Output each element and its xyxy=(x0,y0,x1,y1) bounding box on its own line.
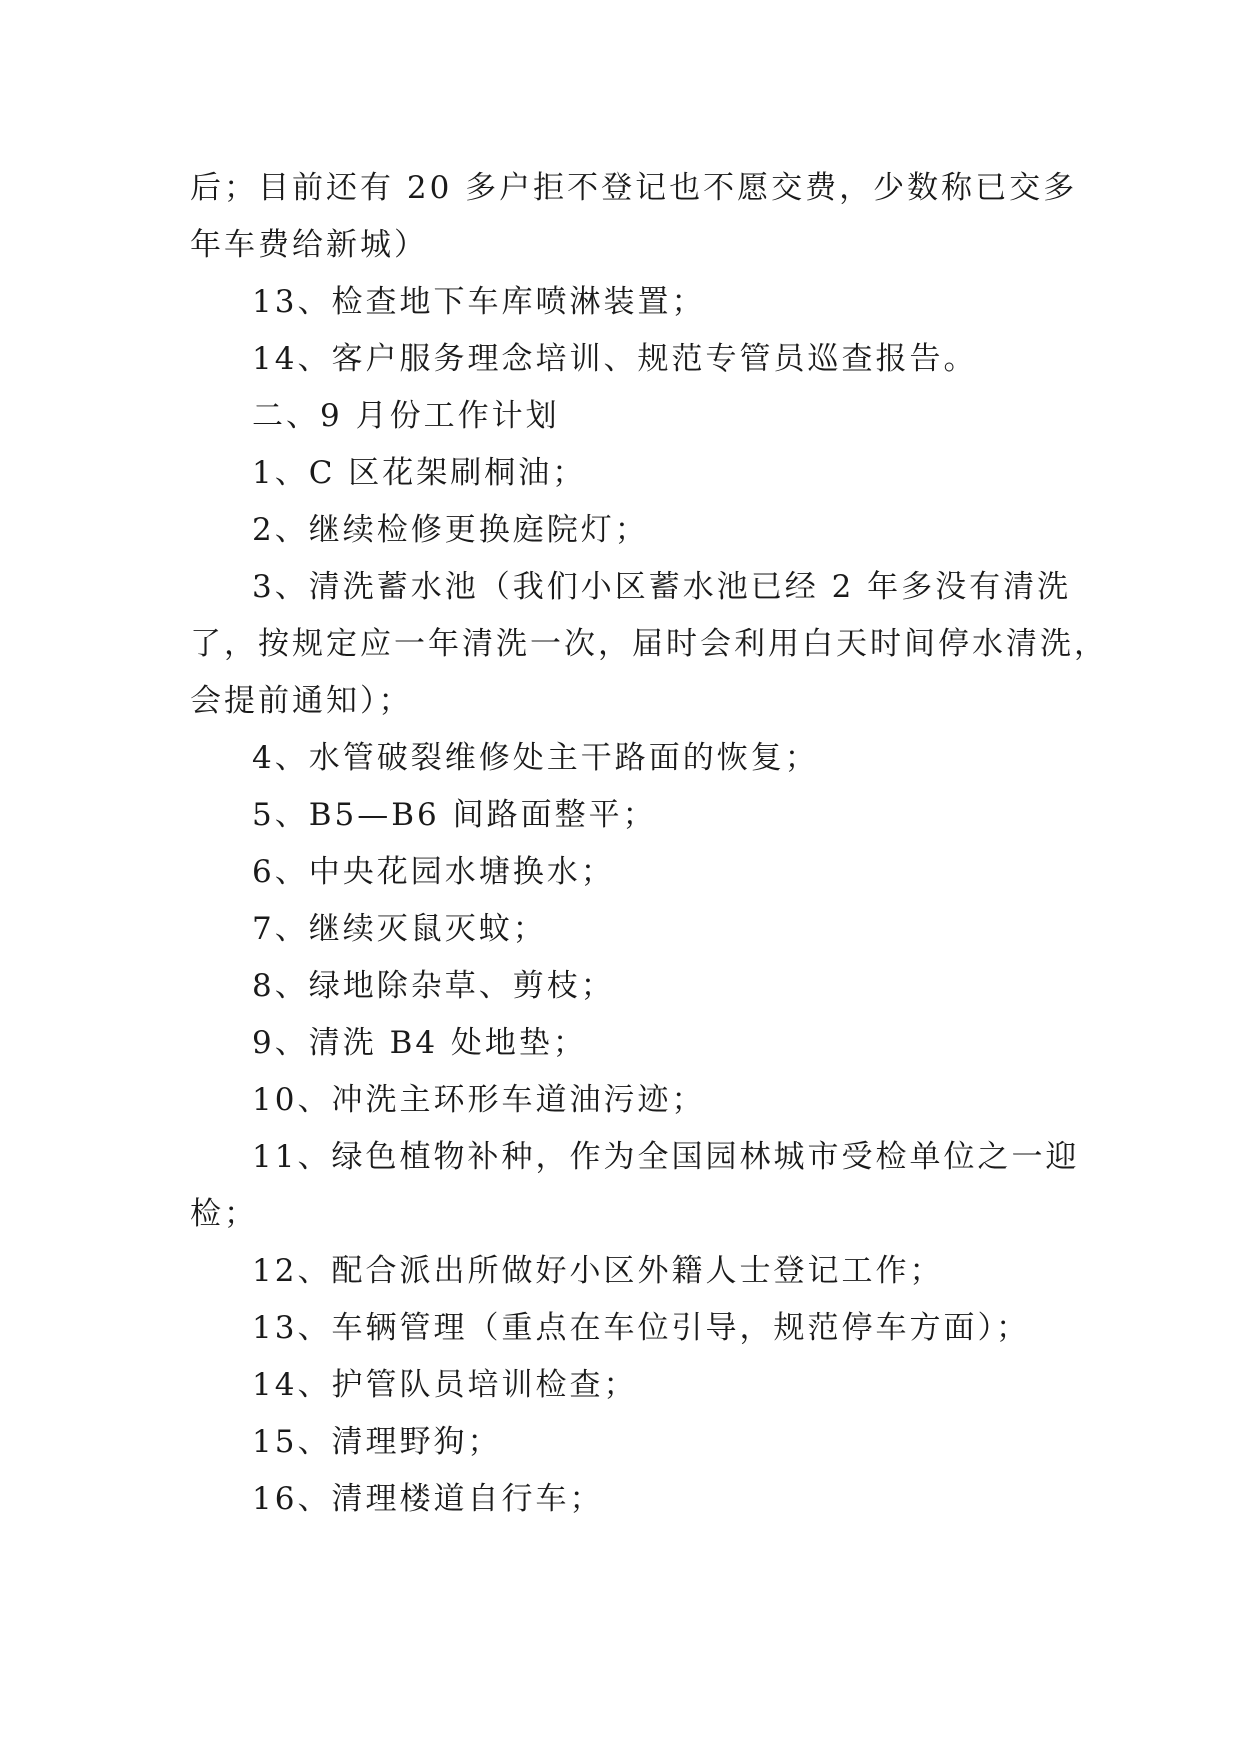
text-line: 二、9 月份工作计划 xyxy=(252,398,560,434)
text-line: 2、继续检修更换庭院灯； xyxy=(252,512,649,548)
text-line: 了，按规定应一年清洗一次，届时会利用白天时间停水清洗， xyxy=(190,626,1108,662)
text-line: 12、配合派出所做好小区外籍人士登记工作； xyxy=(252,1253,944,1289)
text-line: 15、清理野狗； xyxy=(252,1424,502,1460)
text-line: 1、C 区花架刷桐油； xyxy=(252,455,587,491)
text-line: 16、清理楼道自行车； xyxy=(252,1481,604,1517)
text-line: 7、继续灭鼠灭蚊； xyxy=(252,911,547,947)
text-line: 4、水管破裂维修处主干路面的恢复； xyxy=(252,740,819,776)
text-line: 检； xyxy=(190,1196,258,1232)
text-line: 13、检查地下车库喷淋装置； xyxy=(252,284,706,320)
text-line: 13、车辆管理（重点在车位引导，规范停车方面）； xyxy=(252,1310,1030,1346)
text-line: 3、清洗蓄水池（我们小区蓄水池已经 2 年多没有清洗 xyxy=(252,569,1072,605)
text-line: 14、客户服务理念培训、规范专管员巡查报告。 xyxy=(252,341,978,377)
text-line: 8、绿地除杂草、剪枝； xyxy=(252,968,615,1004)
text-line: 11、绿色植物补种，作为全国园林城市受检单位之一迎 xyxy=(252,1139,1080,1175)
text-line: 5、B5—B6 间路面整平； xyxy=(252,797,657,833)
text-line: 6、中央花园水塘换水； xyxy=(252,854,615,890)
text-line: 9、清洗 B4 处地垫； xyxy=(252,1025,587,1061)
document-body xyxy=(190,160,1108,1528)
text-line: 14、护管队员培训检查； xyxy=(252,1367,638,1403)
text-line: 会提前通知）； xyxy=(190,683,413,719)
text-line: 10、冲洗主环形车道油污迹； xyxy=(252,1082,706,1118)
text-line: 年车费给新城） xyxy=(190,227,428,263)
text-line: 后；目前还有 20 多户拒不登记也不愿交费，少数称已交多 xyxy=(190,170,1078,206)
